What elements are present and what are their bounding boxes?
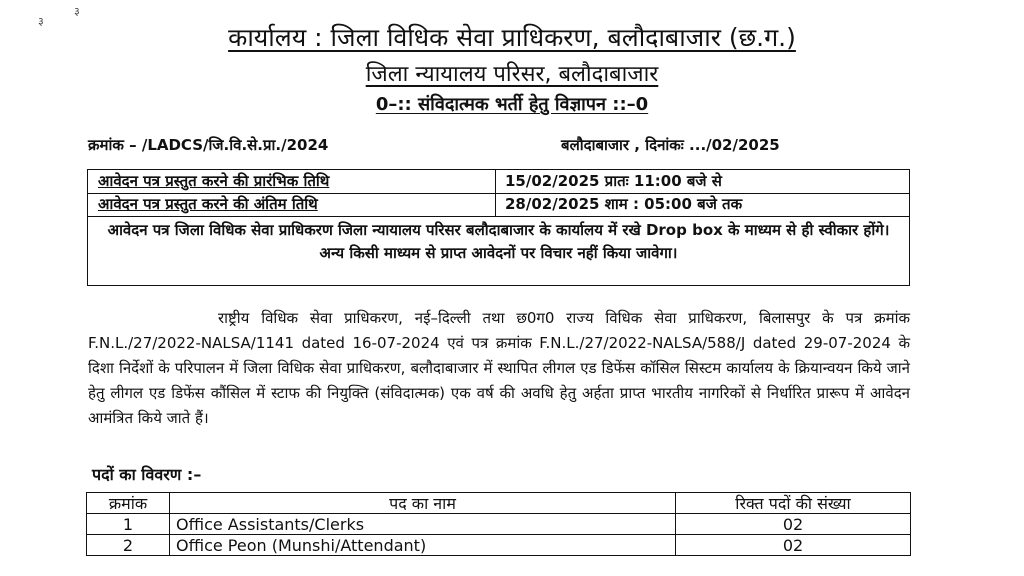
start-date-row [88, 170, 909, 194]
row-post-name: Office Assistants/Clerks [170, 514, 676, 535]
row-sno: 2 [87, 535, 170, 556]
reference-date: बलौदाबाजार , दिनांकः .../02/2025 [561, 136, 780, 154]
end-date-value: 28/02/2025 शाम : 05:00 बजे तक [505, 195, 743, 213]
col-header-sno: क्रमांक [87, 493, 170, 514]
margin-mark-top: ३ [74, 5, 80, 18]
col-header-vacancies: रिक्त पदों की संख्या [676, 493, 911, 514]
table-row [87, 535, 911, 556]
office-heading: कार्यालय : जिला विधिक सेवा प्राधिकरण, बलौदाबाजार (छ.ग.) [228, 23, 796, 52]
posts-heading: पदों का विवरण :– [92, 465, 202, 484]
body-text: राष्ट्रीय विधिक सेवा प्राधिकरण, नई–दिल्ली तथा छ0ग0 राज्य विधिक सेवा प्राधिकरण, बिलासपुर के पत्र क्रमांक F.N.L./27/2022-NALSA/1141 dated 16-07-2024 एवं पत्र क्रमांक F.N.L./27/2022-NALSA/588/J dated 29-07-2024 के दिशा निर्देशों के परिपालन में जिला विधिक सेवा प्राधिकरण, बलौदाबाजार में स्थापित लीगल एड डिफेंस कॉसिल सिस्टम कार्यालय के क्रियान्वयन किये जाने हेतु लीगल एड डिफेंस कौंसिल में स्टाफ की नियुक्ति (संविदात्मक) एक वर्ष की अवधि हेतु अर्हता प्राप्त भारतीय नागरिकों से निर्धारित प्रारूप में आवेदन आमंत्रित किये जाते हैं। [88, 309, 910, 427]
submission-note: आवेदन पत्र जिला विधिक सेवा प्राधिकरण जिला न्यायालय परिसर बलौदाबाजार के कार्यालय में रखे Drop box के माध्यम से ही स्वीकार होंगे। अन्य किसी माध्यम से प्राप्त आवेदनों पर विचार नहीं किया जावेगा। [107, 221, 890, 262]
body-paragraph [88, 306, 910, 431]
reference-number: क्रमांक – /LADCS/जि.वि.से.प्रा./2024 [88, 136, 329, 154]
application-dates-box [87, 169, 910, 286]
end-date-label: आवेदन पत्र प्रस्तुत करने की अंतिम तिथि [98, 195, 318, 213]
table-row [87, 514, 911, 535]
row-vacancies: 02 [676, 514, 911, 535]
row-post-name: Office Peon (Munshi/Attendant) [170, 535, 676, 556]
start-date-value: 15/02/2025 प्रातः 11:00 बजे से [505, 172, 722, 190]
table-header-row [87, 493, 911, 514]
margin-mark-left: ३ [38, 15, 44, 28]
end-date-row [88, 193, 909, 217]
col-header-post-name: पद का नाम [170, 493, 676, 514]
row-vacancies: 02 [676, 535, 911, 556]
row-sno: 1 [87, 514, 170, 535]
campus-heading: जिला न्यायालय परिसर, बलौदाबाजार [365, 62, 659, 87]
posts-table [86, 492, 911, 556]
notice-title: 0–:: संविदात्मक भर्ती हेतु विज्ञापन ::–0 [375, 94, 649, 115]
start-date-label: आवेदन पत्र प्रस्तुत करने की प्रारंभिक तिथि [98, 172, 330, 190]
